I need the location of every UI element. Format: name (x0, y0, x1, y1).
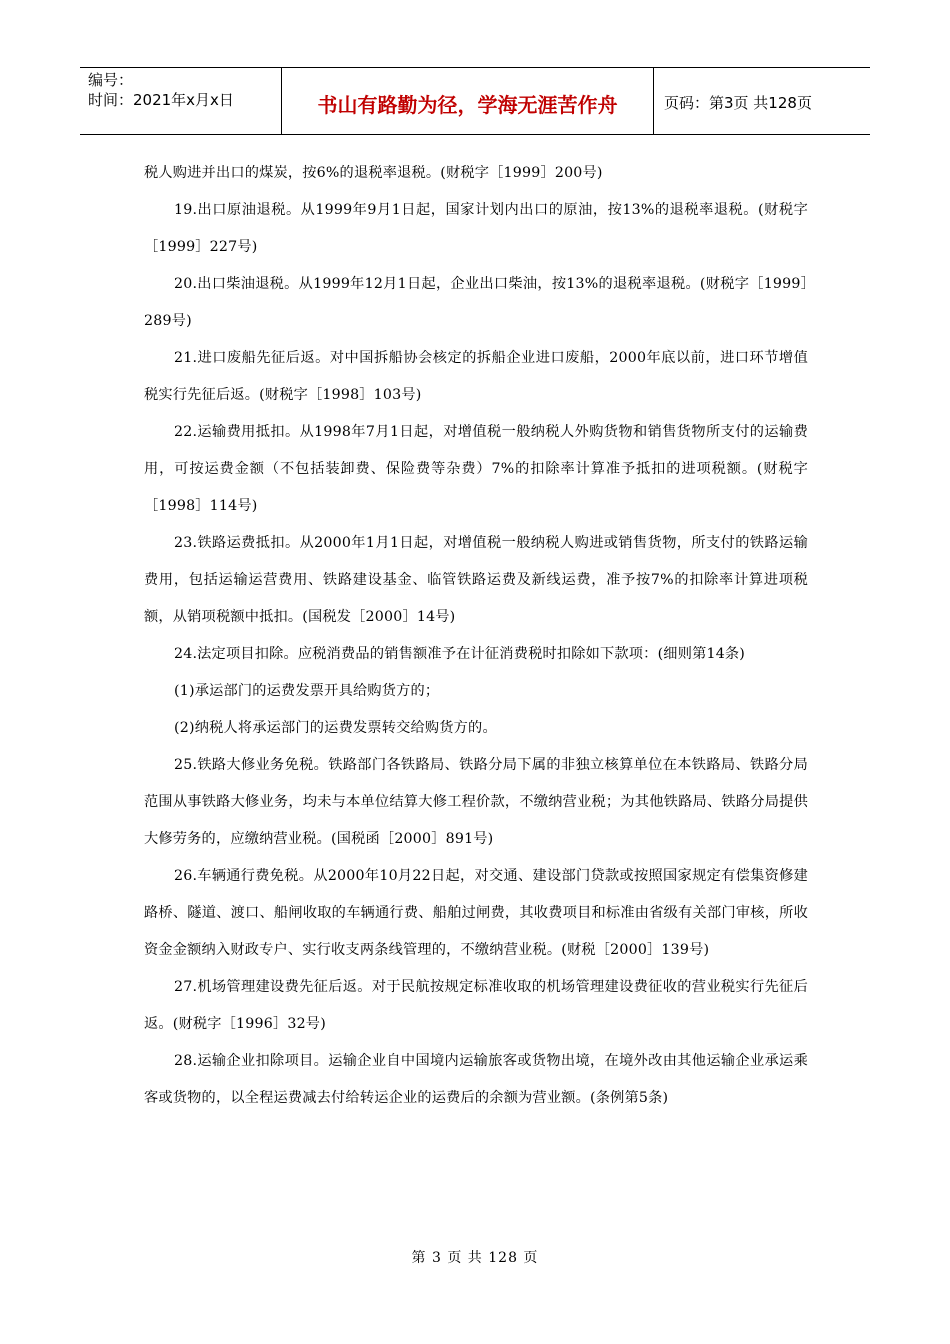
paragraph-22: 22.运输费用抵扣。从1998年7月1日起，对增值税一般纳税人外购货物和销售货物所支付的运输费用，可按运费金额（不包括装卸费、保险费等杂费）7%的扣除率计算准予抵扣的进项税额。(财税字［1998］114号) (144, 424, 808, 514)
paragraph-24-item-1: (1)承运部门的运费发票开具给购货方的； (174, 683, 440, 699)
paragraph-23: 23.铁路运费抵扣。从2000年1月1日起，对增值税一般纳税人购进或销售货物，所支付的铁路运输费用，包括运输运营费用、铁路建设基金、临管铁路运费及新线运费，准予按7%的扣除率计算进项税额，从销项税额中抵扣。(国税发［2000］14号) (144, 535, 808, 625)
paragraph-24: 24.法定项目扣除。应税消费品的销售额准予在计征消费税时扣除如下款项：(细则第14条) (174, 646, 746, 662)
page-footer: 第 3 页 共 128 页 (411, 1250, 539, 1266)
paragraph-28: 28.运输企业扣除项目。运输企业自中国境内运输旅客或货物出境，在境外改由其他运输企业承运乘客或货物的，以全程运费减去付给转运企业的运费后的余额为营业额。(条例第5条) (144, 1053, 808, 1106)
page-header (80, 67, 870, 135)
header-meta (80, 68, 281, 134)
paragraph-26: 26.车辆通行费免税。从2000年10月22日起，对交通、建设部门贷款或按照国家规定有偿集资修建路桥、隧道、渡口、船闸收取的车辆通行费、船舶过闸费，其收费项目和标准由省级有关部门审核，所收资金金额纳入财政专户、实行收支两条线管理的，不缴纳营业税。(财税［2000］139号) (144, 868, 808, 958)
time-label: 时间：2021年x月x日 (88, 91, 234, 109)
paragraph-20: 20.出口柴油退税。从1999年12月1日起，企业出口柴油，按13%的退税率退税。(财税字［1999］289号) (144, 276, 808, 329)
header-motto: 书山有路勤为径，学海无涯苦作舟 (281, 68, 654, 134)
header-page-indicator: 页码：第3页 共128页 (664, 93, 812, 112)
paragraph-19: 19.出口原油退税。从1999年9月1日起，国家计划内出口的原油，按13%的退税率退税。(财税字［1999］227号) (144, 202, 808, 255)
paragraph-25: 25.铁路大修业务免税。铁路部门各铁路局、铁路分局下属的非独立核算单位在本铁路局、铁路分局范围从事铁路大修业务，均未与本单位结算大修工程价款，不缴纳营业税；为其他铁路局、铁路分局提供大修劳务的，应缴纳营业税。(国税函［2000］891号) (144, 757, 808, 847)
paragraph-24-item-2: (2)纳税人将承运部门的运费发票转交给购货方的。 (174, 720, 497, 736)
serial-label: 编号： (88, 71, 134, 89)
document-body (144, 155, 808, 1117)
paragraph-21: 21.进口废船先征后返。对中国拆船协会核定的拆船企业进口废船，2000年底以前，进口环节增值税实行先征后返。(财税字［1998］103号) (144, 350, 808, 403)
paragraph-27: 27.机场管理建设费先征后返。对于民航按规定标准收取的机场管理建设费征收的营业税实行先征后返。(财税字［1996］32号) (144, 979, 808, 1032)
paragraph-0: 税人购进并出口的煤炭，按6%的退税率退税。(财税字［1999］200号) (144, 165, 603, 181)
